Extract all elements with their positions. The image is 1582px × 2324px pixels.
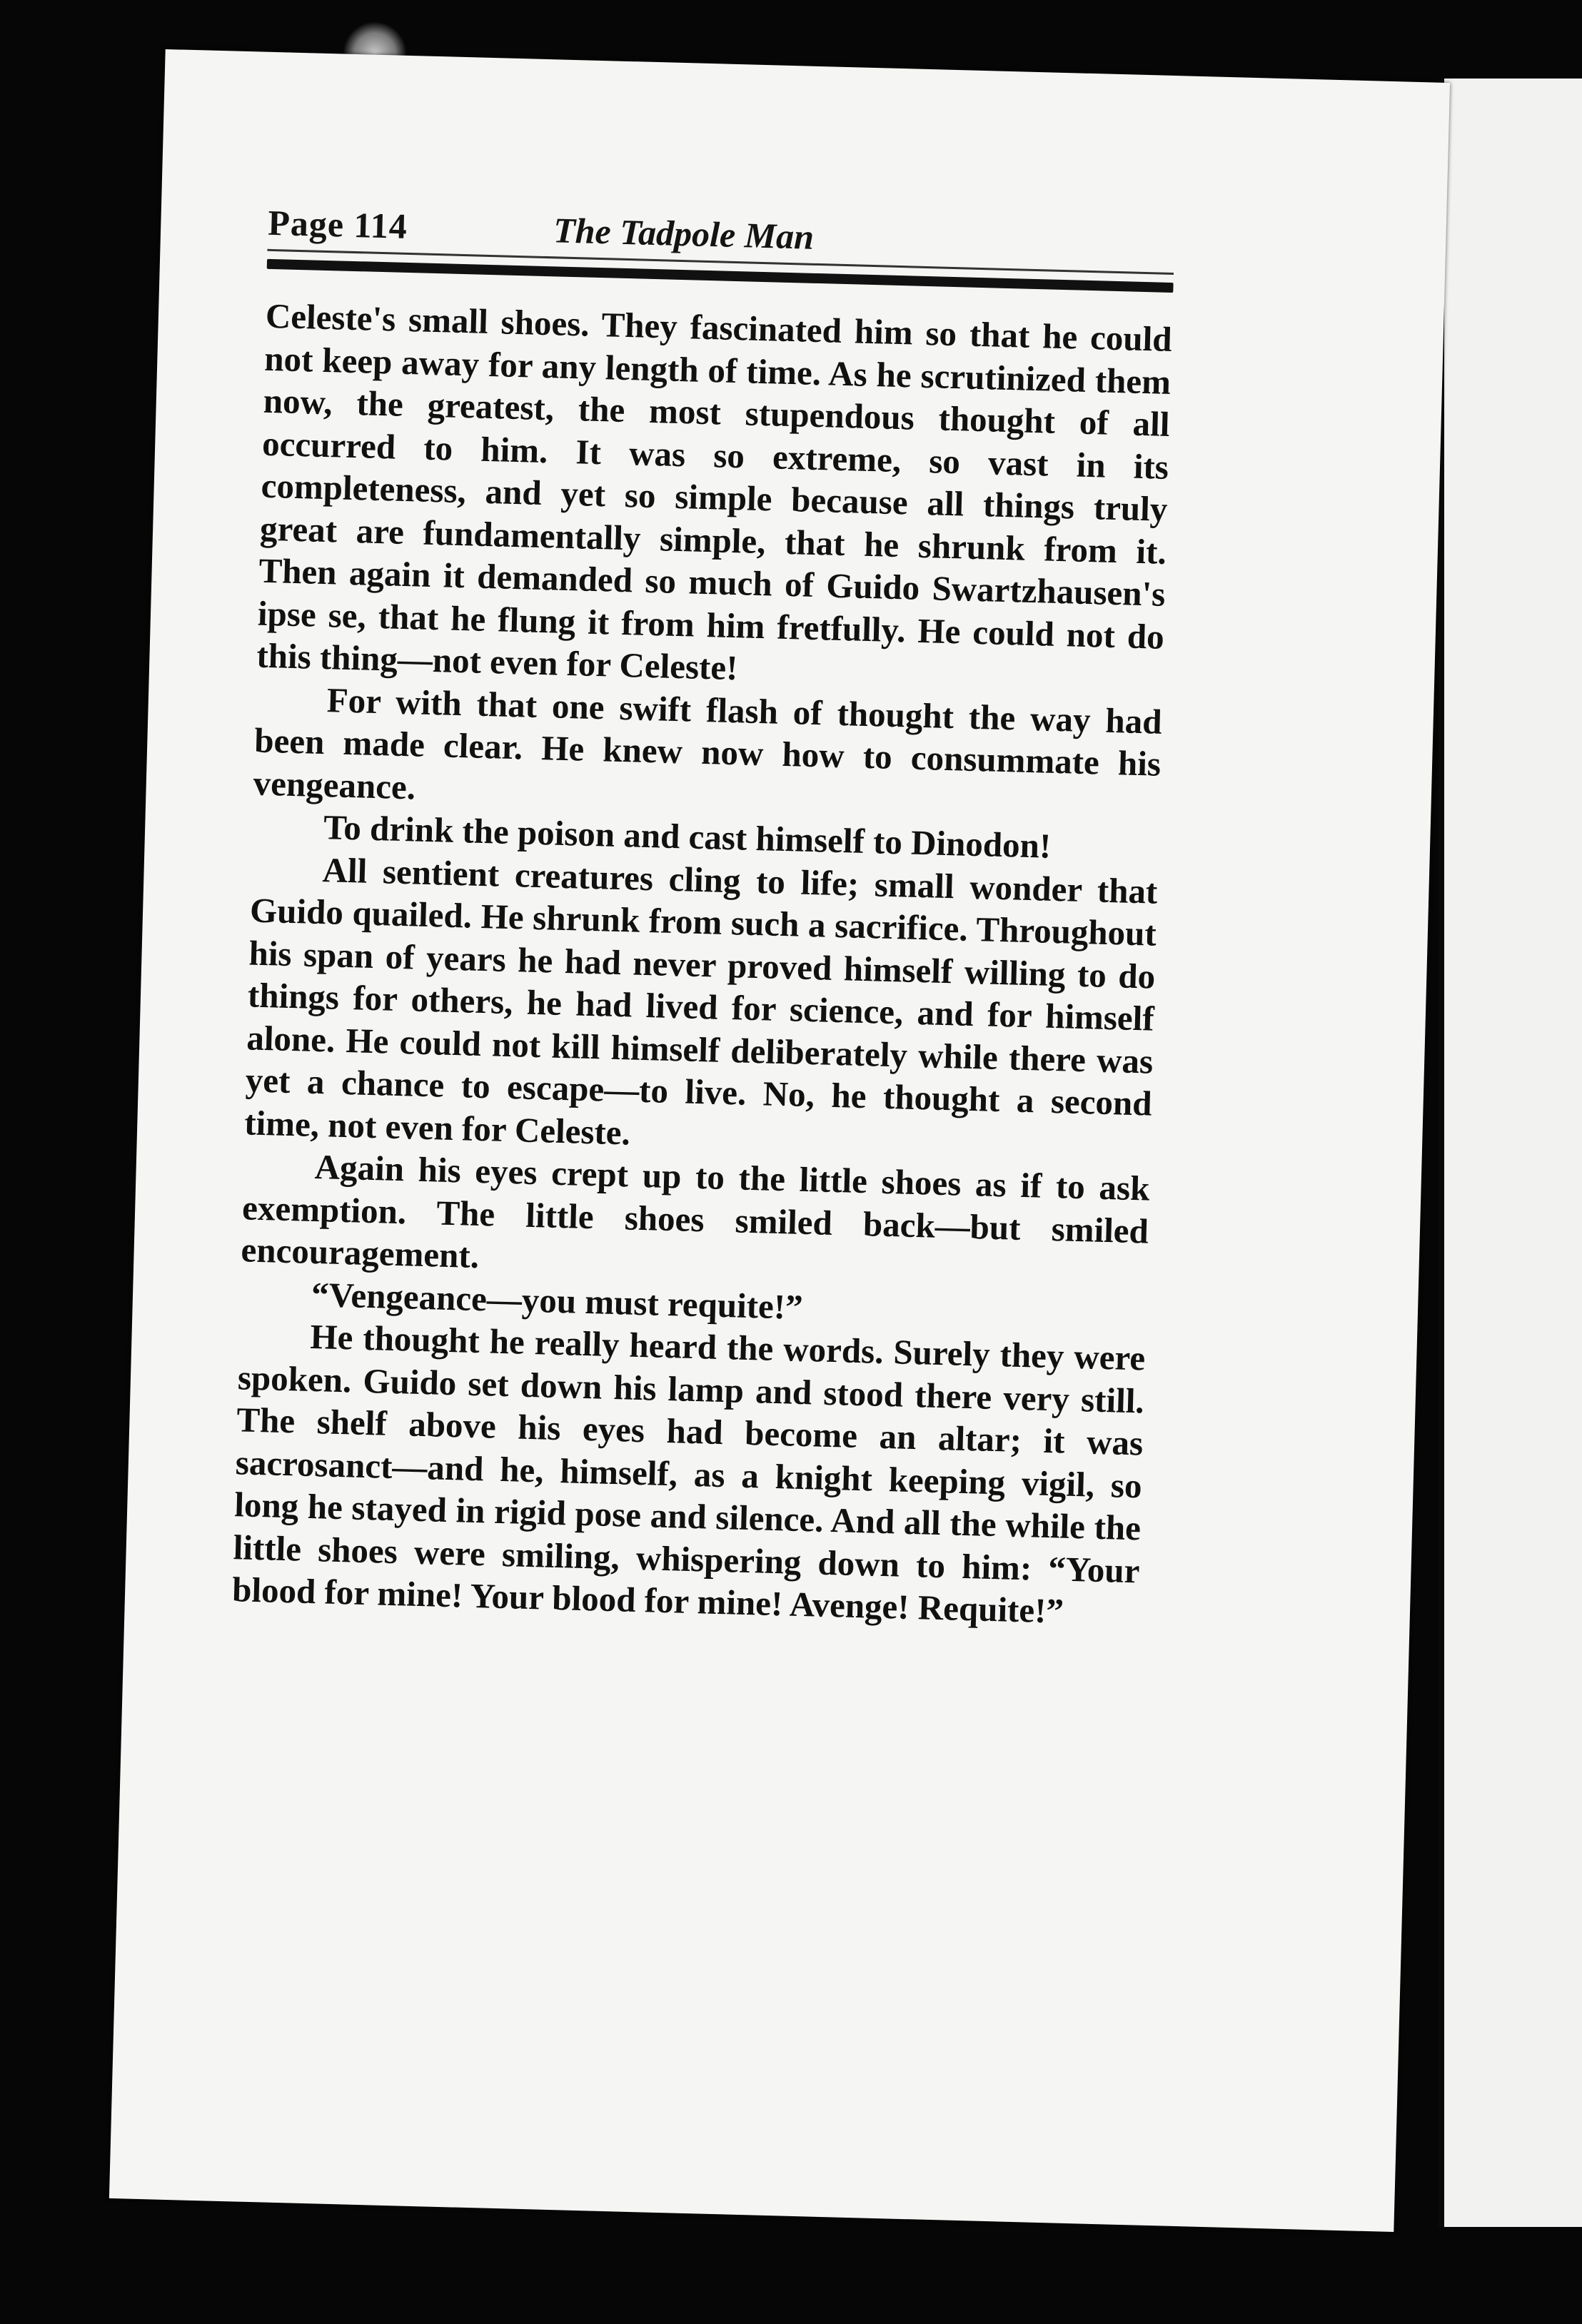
page-number: Page 114 bbox=[267, 202, 408, 246]
paragraph: All sentient creatures cling to life; small wonder that Guido quailed. He shrunk from such a sacrifice. Throughout his span of years he had never proved himself willing to do things for others, he had lived for science, and for himself alone. He could not kill himself deliberately while there was yet a chance to escape—to live. No, he thought a second time, not even for Celeste. bbox=[243, 849, 1159, 1153]
paragraph: He thought he really heard the words. Surely they were spoken. Guido set down his lamp and stood there very still. The shelf above his eyes had become an altar; it was sacrosanct—and he, himself, as a knight keeping vigil, so long he stayed in rigid pose and silence. And all the while the little shoes were smiling, whispering down to him: “Your blood for mine! Your blood for mine! Avenge! Requite!” bbox=[231, 1316, 1146, 1631]
book-title: The Tadpole Man bbox=[553, 210, 815, 257]
paragraph: Celeste's small shoes. They fascinated him so that he could not keep away for any length of time. As he scrutinized them now, the greatest, the most stupendous thought of all occurred to him. It was so extreme, so vast in its completeness, and yet so simple because all things truly great are fundamentally simple, that he shrunk from it. Then again it demanded so much of Guido Swartzhausen's ipse se, that he flung it from him fretfully. He could not do this thing—not even for Celeste! bbox=[256, 295, 1173, 688]
paragraph: To drink the poison and cast himself to Dinodon! bbox=[323, 807, 1052, 866]
page-body bbox=[231, 295, 1172, 1635]
paragraph: “Vengeance—you must requite!” bbox=[311, 1274, 804, 1327]
book-page bbox=[109, 49, 1450, 2232]
paragraph: For with that one swift flash of thought the way had been made clear. He knew now how to consummate his vengeance. bbox=[253, 679, 1163, 807]
paragraph: Again his eyes crept up to the little shoes as if to ask exemption. The little shoes smiled back—but smiled encouragement. bbox=[241, 1146, 1151, 1276]
facing-page-edge bbox=[1439, 79, 1582, 2227]
